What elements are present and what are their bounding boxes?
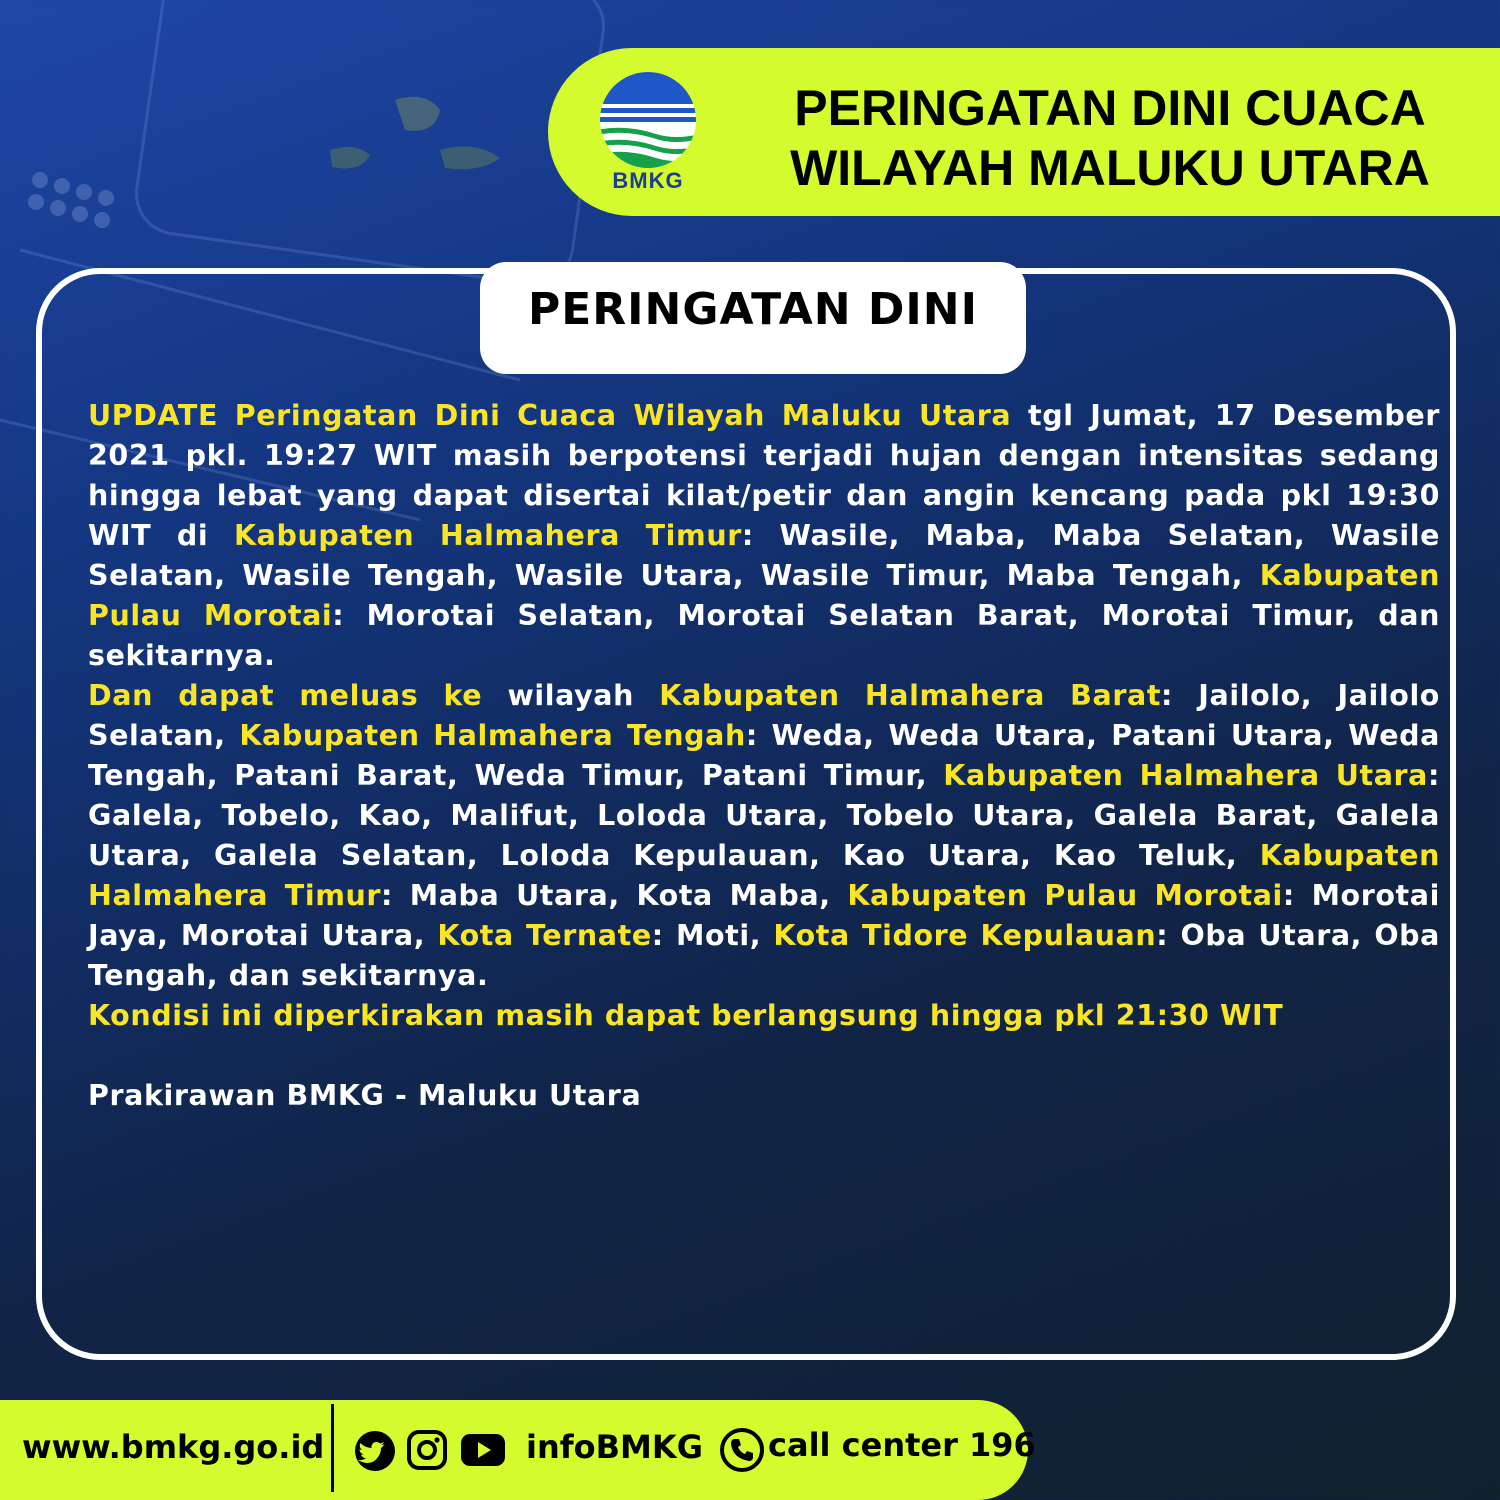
highlight-text: Kabupaten Halmahera Timur xyxy=(233,519,742,552)
body-text-segment: : Jailolo, Jailolo Selatan, xyxy=(88,679,1440,752)
body-text-segment: wilayah xyxy=(482,679,660,712)
highlight-text: Kabupaten Pulau Morotai xyxy=(88,559,1440,632)
body-text-segment: : Oba Utara, Oba Tengah, dan sekitarnya. xyxy=(88,919,1440,992)
header-title-line2: WILAYAH MALUKU UTARA xyxy=(790,140,1430,196)
forecaster-signature: Prakirawan BMKG - Maluku Utara xyxy=(88,1079,642,1112)
body-text-segment: : Maba Utara, Kota Maba, xyxy=(381,879,848,912)
youtube-icon[interactable] xyxy=(460,1432,506,1468)
highlight-text: UPDATE Peringatan Dini Cuaca Wilayah Maluku Utara xyxy=(88,399,1012,432)
highlight-text: Kabupaten Halmahera Utara xyxy=(943,759,1429,792)
card-title: PERINGATAN DINI xyxy=(527,284,978,335)
condition-note: Kondisi ini diperkirakan masih dapat berlangsung hingga pkl 21:30 WIT xyxy=(88,999,1284,1032)
body-text-segment: : Morotai Selatan, Morotai Selatan Barat, Morotai Timur, dan sekitarnya. xyxy=(88,599,1441,672)
instagram-icon[interactable] xyxy=(406,1428,448,1472)
highlight-text: Kabupaten Halmahera Timur xyxy=(88,839,1440,912)
call-center-text[interactable]: call center 196 xyxy=(768,1426,1036,1464)
body-text-segment: : Weda, Weda Utara, Patani Utara, Weda Tengah, Patani Barat, Weda Timur, Patani Timur, xyxy=(88,719,1440,792)
highlight-text: Kota Ternate xyxy=(437,919,652,952)
website-link[interactable]: www.bmkg.go.id xyxy=(22,1428,325,1466)
body-text-segment: : Moti, xyxy=(651,919,774,952)
header-title-line1: PERINGATAN DINI CUACA xyxy=(794,80,1426,136)
highlight-text: Kabupaten Pulau Morotai xyxy=(847,879,1283,912)
highlight-text: Kabupaten Halmahera Tengah xyxy=(239,719,746,752)
phone-icon xyxy=(720,1428,764,1472)
body-text-segment: : Wasile, Maba, Maba Selatan, Wasile Selatan, Wasile Tengah, Wasile Utara, Wasile Timur, Maba Tengah, xyxy=(88,519,1440,592)
body-text-segment: tgl Jumat, 17 Desember 2021 pkl. 19:27 WIT masih berpotensi terjadi hujan dengan intensitas sedang hingga lebat yang dapat disertai kilat/petir dan angin kencang pada pkl 19:30 WIT di xyxy=(88,399,1440,552)
highlight-text: Kota Tidore Kepulauan xyxy=(773,919,1157,952)
body-text-segment: : Morotai Jaya, Morotai Utara, xyxy=(88,879,1440,952)
social-handle[interactable]: infoBMKG xyxy=(526,1428,703,1466)
highlight-text: Dan dapat meluas ke xyxy=(88,679,483,712)
warning-paragraph-1 xyxy=(88,396,1440,676)
twitter-icon[interactable] xyxy=(354,1430,396,1472)
footer-divider xyxy=(331,1404,334,1492)
warning-paragraph-2 xyxy=(88,676,1440,996)
body-text-segment: : Galela, Tobelo, Kao, Malifut, Loloda Utara, Tobelo Utara, Galela Barat, Galela Utara, Galela Selatan, Loloda Kepulauan, Kao Utara, Kao Teluk, xyxy=(88,759,1441,872)
logo-text: BMKG xyxy=(612,168,684,193)
highlight-text: Kabupaten Halmahera Barat xyxy=(659,679,1162,712)
header-title xyxy=(780,78,1440,198)
